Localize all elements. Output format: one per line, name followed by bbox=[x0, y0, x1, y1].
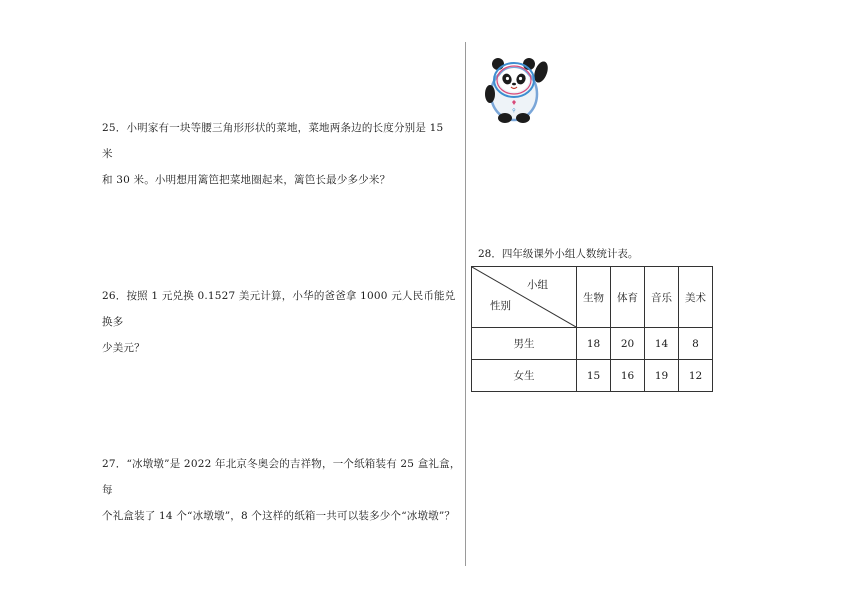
row-label: 男生 bbox=[472, 328, 577, 360]
table-row bbox=[472, 328, 713, 360]
question-25-line1: 25．小明家有一块等腰三角形形状的菜地，菜地两条边的长度分别是 15 米 bbox=[102, 122, 444, 160]
question-27-line1: 27．“冰墩墩”是 2022 年北京冬奥会的吉祥物，一个纸箱装有 25 盒礼盒，每 bbox=[102, 458, 461, 496]
column-divider bbox=[465, 42, 466, 566]
question-27 bbox=[102, 451, 462, 529]
table-cell: 15 bbox=[577, 360, 611, 392]
table-cell: 19 bbox=[645, 360, 679, 392]
table-cell: 16 bbox=[611, 360, 645, 392]
table-row bbox=[472, 360, 713, 392]
table-cell: 8 bbox=[679, 328, 713, 360]
table-cell: 20 bbox=[611, 328, 645, 360]
question-26 bbox=[102, 283, 457, 361]
row-label: 女生 bbox=[472, 360, 577, 392]
question-25 bbox=[102, 115, 457, 193]
diagonal-line bbox=[472, 267, 576, 327]
table-cell: 12 bbox=[679, 360, 713, 392]
table-cell: 14 bbox=[645, 328, 679, 360]
header-cell: 美术 bbox=[679, 267, 713, 328]
svg-text:⚲: ⚲ bbox=[512, 108, 516, 114]
panda-mascot-icon bbox=[478, 50, 560, 124]
question-28-title: 28．四年级课外小组人数统计表。 bbox=[478, 248, 639, 260]
table-corner-cell bbox=[472, 267, 577, 328]
question-26-line2: 少美元？ bbox=[102, 342, 145, 354]
corner-label-gender: 性别 bbox=[490, 300, 511, 312]
table-cell: 18 bbox=[577, 328, 611, 360]
header-cell: 体育 bbox=[611, 267, 645, 328]
header-cell: 生物 bbox=[577, 267, 611, 328]
table-header-row bbox=[472, 267, 713, 328]
corner-label-group: 小组 bbox=[527, 279, 548, 291]
question-26-line1: 26．按照 1 元兑换 0.1527 美元计算，小华的爸爸拿 1000 元人民币能兑换多 bbox=[102, 290, 456, 328]
header-cell: 音乐 bbox=[645, 267, 679, 328]
question-25-line2: 和 30 米。小明想用篱笆把菜地圈起来，篱笆长最少多少米？ bbox=[102, 174, 391, 186]
group-count-table bbox=[471, 266, 713, 392]
question-27-line2: 个礼盒装了 14 个“冰墩墩”，8 个这样的纸箱一共可以装多少个“冰墩墩”？ bbox=[102, 510, 456, 522]
